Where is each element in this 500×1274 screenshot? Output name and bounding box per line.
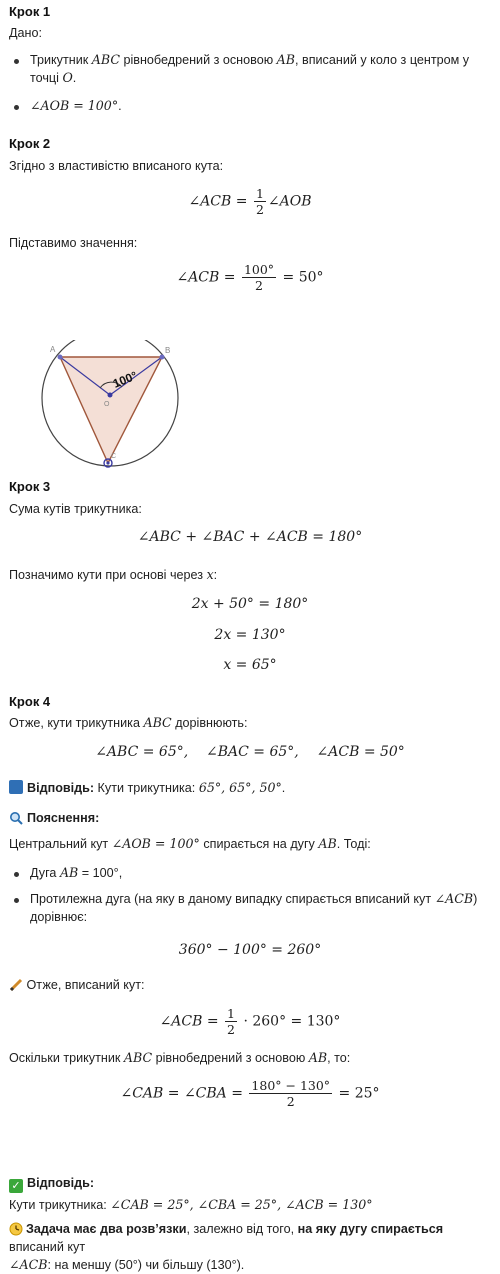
bullet xyxy=(14,872,19,877)
bullet xyxy=(14,59,19,64)
bullet xyxy=(14,898,19,903)
point-b xyxy=(160,355,165,360)
step4-heading: Крок 4 xyxy=(9,694,51,709)
step1-heading: Крок 1 xyxy=(9,4,51,19)
circle-triangle-figure xyxy=(38,340,188,470)
step3-heading: Крок 3 xyxy=(9,479,51,494)
explanation-heading: Пояснення: xyxy=(9,809,99,827)
point-c-dot xyxy=(106,461,109,464)
equation-acb-half-aob: ∠ACB = $\frac{1}{2}$ ∠AOB xyxy=(188,186,312,217)
triangle-abc xyxy=(60,357,162,463)
answer-1: Відповідь: Кути трикутника: 65°, 65°, 50°. xyxy=(9,779,285,797)
label-a: A xyxy=(50,345,56,354)
label-c: C xyxy=(111,453,117,460)
step2-intro: Згідно з властивістю вписаного кута: xyxy=(9,159,224,173)
equation-acb-50: ∠ACB = $\frac{100^\circ}{2}$ = 50° xyxy=(176,262,324,293)
check-icon: ✓ xyxy=(9,1179,23,1193)
equation-result-angles: ∠ABC = 65°, ∠BAC = 65°, ∠ACB = 50° xyxy=(95,744,405,760)
pencil-icon xyxy=(9,978,23,992)
isosceles-line: Оскільки трикутник ABC рівнобедрений з основою AB, то: xyxy=(9,1050,351,1065)
label-o: O xyxy=(104,401,110,408)
equation-x-65: x = 65° xyxy=(223,657,277,673)
clock-icon xyxy=(9,1222,23,1236)
step4-intro: Отже, кути трикутника ABC дорівнюють: xyxy=(9,715,248,730)
two-solutions-note: Задача має два розв’язки, залежно від того, на яку дугу спирається вписаний кут ∠ACB: на меншу (50°) чи більшу (130°). xyxy=(9,1222,444,1272)
pencil-line: Отже, вписаний кут: xyxy=(9,976,145,994)
explanation-bullet-2: Протилежна дуга (на яку в даному випадку спирається вписаний кут ∠ACB) дорівнює: xyxy=(30,891,478,924)
point-a xyxy=(58,355,63,360)
equation-base-angles-25: ∠CAB = ∠CBA = $\frac{180^\circ - 130^\circ}{2}$ = 25° xyxy=(120,1078,380,1109)
equation-arc-260: 360° − 100° = 260° xyxy=(178,942,322,958)
equation-2x-130: 2x = 130° xyxy=(214,627,286,643)
explanation-bullet-1: Дуга AB = 100°, xyxy=(30,865,123,880)
angle-label: 100° xyxy=(110,368,140,391)
equation-acb-130: ∠ACB = $\frac{1}{2}$ · 260° = 130° xyxy=(159,1006,341,1037)
step2-heading: Крок 2 xyxy=(9,136,51,151)
step2-substitute: Підставимо значення: xyxy=(9,236,138,250)
bullet xyxy=(14,105,19,110)
answer-2-heading: ✓ Відповідь: xyxy=(9,1174,94,1193)
step3-intro: Сума кутів трикутника: xyxy=(9,502,142,516)
equation-angle-sum: ∠ABC + ∠BAC + ∠ACB = 180° xyxy=(137,529,363,545)
numbers-icon xyxy=(9,780,23,794)
given-label: Дано: xyxy=(9,26,42,40)
label-b: B xyxy=(165,346,171,355)
given-bullet-2: ∠AOB = 100°. xyxy=(30,98,122,113)
answer-2-line: Кути трикутника: ∠CAB = 25°, ∠CBA = 25°, ∠ACB = 130° xyxy=(9,1197,373,1212)
magnifier-icon xyxy=(9,811,23,825)
step3-note: Позначимо кути при основі через x: xyxy=(9,567,218,582)
given-bullet-1: Трикутник ABC рівнобедрений з основою AB, вписаний у коло з центром у точці O. xyxy=(30,52,470,85)
point-o xyxy=(108,393,113,398)
equation-2x-50: 2x + 50° = 180° xyxy=(191,596,309,612)
explanation-line-1: Центральний кут ∠AOB = 100° спирається на дугу AB. Тоді: xyxy=(9,836,371,851)
